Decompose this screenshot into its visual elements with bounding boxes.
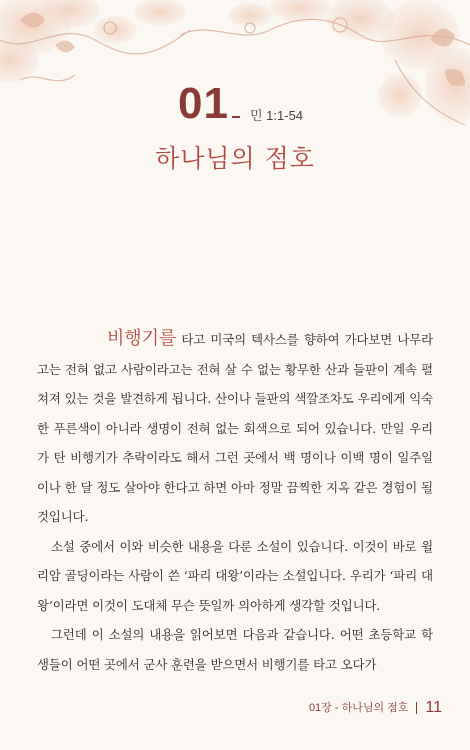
paragraph-1-text: 타고 미국의 텍사스를 향하여 가다보면 나무라고는 전혀 없고 사람이라고는 전혀 살 수 없는 황무한 산과 들판이 계속 펼쳐져 있는 것을 발견하게 됩니다. 산이나 들판의 색깔조차도 우리에게 익숙한 푸른색이 아니라 생명이 전혀 없는 회색으로 되어 있습니다. 만일 우리가 탄 비행기가 추락이라도 해서 그런 곳에서 백 명이나 이백 명이 일주일이나 한 달 정도 살아야 한다고 하면 아마 정말 끔찍한 지옥 같은 경험이 될 것입니다. xyxy=(37,332,433,524)
reference-text: 민 1:1-54 xyxy=(250,108,304,123)
running-title: 01장 - 하나님의 점호 xyxy=(308,701,409,714)
paragraph-3 xyxy=(37,620,433,679)
lead-word: 비행기를 xyxy=(107,328,177,349)
page-footer xyxy=(309,700,442,716)
chapter-number: 01 xyxy=(178,79,229,128)
paragraph-2 xyxy=(37,532,433,621)
scripture-reference xyxy=(232,109,303,122)
page-number: 11 xyxy=(425,699,442,716)
paragraph-3-text: 그런데 이 소설의 내용을 읽어보면 다음과 같습니다. 어떤 초등학교 학생들이 어떤 곳에서 군사 훈련을 받으면서 비행기를 타고 오다가 xyxy=(37,627,433,672)
paragraph-1 xyxy=(37,324,433,532)
chapter-title: 하나님의 점호 xyxy=(155,144,315,173)
reference-dash xyxy=(232,116,240,118)
footer-divider xyxy=(416,702,417,714)
floral-header-decoration xyxy=(0,0,470,165)
paragraph-2-text: 소설 중에서 이와 비슷한 내용을 다룬 소설이 있습니다. 이것이 바로 윌리암 골딩이라는 사람이 쓴 ‘파리 대왕’이라는 소설입니다. 우리가 ‘파리 대왕’이라면 이것이 도대체 무슨 뜻일까 의아하게 생각할 것입니다. xyxy=(37,538,433,613)
body-text xyxy=(37,324,433,679)
